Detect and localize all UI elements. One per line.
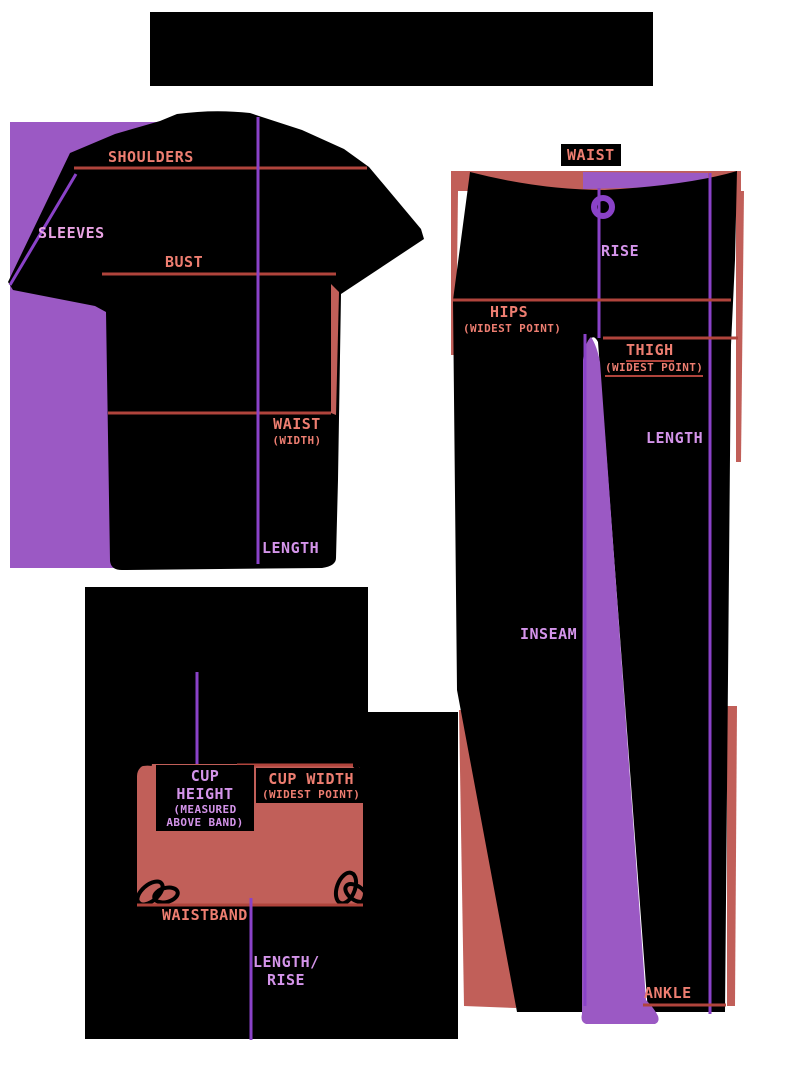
pants-waist-label: WAIST: [561, 144, 621, 166]
thigh-sublabel: (WIDEST POINT): [605, 361, 703, 377]
ankle-label: ANKLE: [644, 984, 692, 1002]
bust-label: BUST: [165, 253, 204, 271]
waistband-label: WAISTBAND: [162, 906, 248, 924]
shirt-waist-sublabel: (WIDTH): [272, 434, 322, 447]
cup-height-label-line1: CUP: [190, 767, 220, 785]
shirt-waist-label: WAIST: [273, 415, 321, 433]
cup-height-sublabel-line1: (MEASURED: [173, 803, 237, 816]
cup-height-label-chip: [156, 765, 254, 831]
sleeves-label: SLEEVES: [38, 224, 105, 242]
title-banner: [150, 12, 653, 86]
pants-red-backdrop-right: [736, 191, 744, 462]
pants-length-label: LENGTH: [646, 429, 704, 447]
cup-height-label-line2: HEIGHT: [176, 785, 234, 803]
length-rise-label-line1: LENGTH/: [253, 953, 320, 971]
length-rise-label: [253, 953, 319, 989]
cup-width-label: CUP WIDTH: [268, 770, 355, 788]
cup-width-sublabel: (WIDEST POINT): [262, 788, 361, 801]
length-rise-label-line2: RISE: [266, 971, 306, 989]
shirt-length-label: LENGTH: [262, 539, 320, 557]
thigh-label: THIGH: [626, 341, 674, 362]
rise-label: RISE: [601, 242, 640, 260]
hips-sublabel: (WIDEST POINT): [463, 322, 562, 335]
hips-label: HIPS: [490, 303, 529, 321]
inseam-label: INSEAM: [520, 625, 578, 643]
shoulders-label: SHOULDERS: [108, 148, 194, 166]
cup-height-sublabel-line2: ABOVE BAND): [166, 816, 244, 830]
pants-red-backdrop-right-lower: [727, 706, 737, 1006]
cup-width-label-chip: [256, 768, 366, 803]
